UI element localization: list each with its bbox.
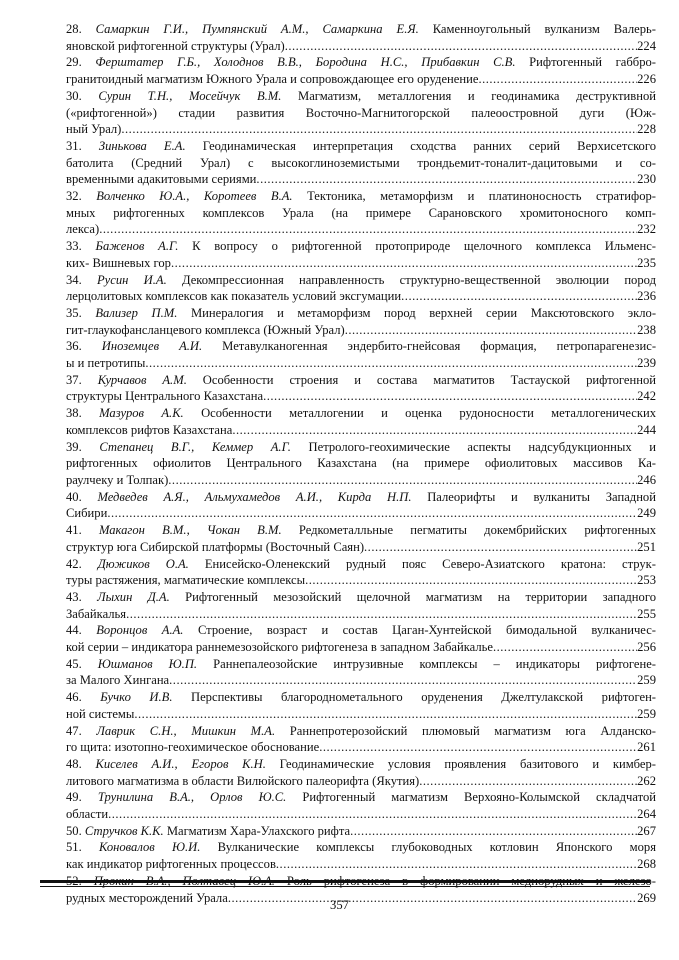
entry-authors: Вализер П.М. — [95, 305, 178, 320]
entry-number: 52. — [66, 873, 82, 888]
entry-title-text: Рифтогенный габбро- — [529, 55, 656, 70]
entry-title-text: лекса) — [66, 222, 100, 237]
entry-page-number: 239 — [637, 356, 656, 371]
dot-leader — [319, 739, 637, 756]
toc-entry-line — [66, 689, 656, 706]
entry-title-text: Строение, возраст и состав Цаган-Хунтейской бимодальной вулканичес- — [197, 623, 656, 638]
page-number: 357 — [330, 898, 349, 912]
entry-authors: Лыхин Д.А. — [97, 589, 170, 604]
dot-leader — [401, 288, 637, 305]
entry-page-number: 224 — [637, 38, 656, 53]
toc-entry-line — [66, 338, 656, 355]
dot-leader — [169, 672, 637, 689]
entry-authors: Иноземцев А.И. — [101, 339, 203, 354]
entry-page-number: 253 — [637, 573, 656, 588]
entry-authors: Медведев А.Я., Альмухамедов А.И., Кирда Н.П. — [97, 489, 412, 504]
entry-title-text: структуры Центрального Казахстана — [66, 389, 264, 404]
entry-page-number: 236 — [637, 289, 656, 304]
entry-title-text: ких- Вишневых гор — [66, 255, 171, 270]
entry-title-text: яновской рифтогенной структуры (Урал) — [66, 38, 285, 53]
entry-page-number: 269 — [637, 890, 656, 905]
toc-entry-line — [66, 155, 656, 172]
entry-title-text: Магматизм Хара-Улахского рифта — [166, 823, 351, 838]
entry-number: 29. — [66, 55, 82, 70]
entry-title-text: ный Урал) — [66, 122, 122, 137]
dot-leader — [478, 71, 637, 88]
dot-leader — [305, 572, 637, 589]
toc-entry-line — [66, 221, 656, 238]
toc-entry-line — [66, 355, 656, 372]
entry-title-text: лерцолитовых комплексов как показатель условий эксгумации — [66, 289, 402, 304]
toc-entry — [66, 522, 656, 555]
footer-rule-thick — [40, 880, 650, 883]
entry-title-text: Вулканические комплексы глубоководных котловин Японского моря — [217, 840, 656, 855]
entry-title-text: рифтогенных офиолитов Центрального Казахстана (на примере офиолитовых массивов Ка- — [66, 456, 656, 471]
dot-leader — [145, 355, 637, 372]
entry-title-text: структур юга Сибирской платформы (Восточный Саян) — [66, 539, 365, 554]
entry-authors: Стручков К.К. — [84, 823, 164, 838]
toc-entry-line — [66, 739, 656, 756]
entry-title-text: за Малого Хингана — [66, 673, 170, 688]
toc-entry-line — [66, 439, 656, 456]
entry-title-text: Особенности металлогении и оценка рудоносности металлогенических — [201, 406, 656, 421]
entry-page-number: 232 — [637, 222, 656, 237]
entry-title-text: Особенности строения и состава магматитов Тастауской рифтогенной — [202, 372, 656, 387]
toc-entry — [66, 656, 656, 689]
toc-entry-line — [66, 322, 656, 339]
entry-title-text: рудных месторождений Урала — [66, 890, 228, 905]
toc-entry — [66, 338, 656, 371]
entry-page-number: 238 — [637, 322, 656, 337]
toc-entry-line — [66, 272, 656, 289]
toc-entry — [66, 188, 656, 238]
entry-authors: Воронцов А.А. — [96, 623, 184, 638]
entry-title-text: Геодинамические условия проявления базитового и кимбер- — [279, 756, 656, 771]
toc-entry-line — [66, 556, 656, 573]
entry-page-number: 262 — [637, 773, 656, 788]
toc-entry-line — [66, 71, 656, 88]
entry-authors: Киселев А.И., Егоров К.Н. — [95, 756, 266, 771]
dot-leader — [134, 706, 637, 723]
entry-page-number: 249 — [637, 506, 656, 521]
toc-entry-line — [66, 372, 656, 389]
entry-authors: Самаркин Г.И., Пумпянский А.М., Самаркина Е.Я. — [95, 22, 419, 36]
entry-authors: Дюжиков О.А. — [97, 556, 189, 571]
toc-entry — [66, 556, 656, 589]
dot-leader — [121, 121, 637, 138]
entry-page-number: 267 — [637, 823, 656, 838]
entry-title-text: ной системы — [66, 706, 135, 721]
toc-entry-line — [66, 238, 656, 255]
entry-number: 51. — [66, 840, 82, 855]
toc-entry — [66, 54, 656, 87]
entry-number: 45. — [66, 656, 82, 671]
toc-entry-line — [66, 773, 656, 790]
dot-leader — [350, 823, 637, 840]
toc-entry-line — [66, 255, 656, 272]
toc-entry — [66, 789, 656, 822]
entry-authors: Прокин В.А., Полтавец Ю.А. — [93, 873, 275, 888]
entry-title-text: Геодинамическая интерпретация сходства ранних серий Верхисетского — [202, 138, 656, 153]
entry-number: 39. — [66, 439, 82, 454]
entry-title-text: Раннепалеозойские интрузивные комплексы – индикаторы рифтогене- — [213, 656, 656, 671]
entry-title-text: Минералогия и метаморфизм пород верхней серии Максютовского эклo- — [190, 305, 656, 320]
entry-title-text: Раннепротерозойский плюмовый магматизм юга Алданско- — [289, 723, 656, 738]
toc-entry — [66, 238, 656, 271]
entry-title-text: Палеорифты и вулканиты Западной — [427, 489, 656, 504]
toc-entry — [66, 823, 656, 840]
entry-page-number: 230 — [637, 172, 656, 187]
table-of-contents — [66, 21, 656, 906]
entry-page-number: 259 — [637, 706, 656, 721]
toc-entry — [66, 372, 656, 405]
entry-title-text: как индикатор рифтогенных процессов — [66, 857, 276, 872]
entry-authors: Сурин Т.Н., Мосейчук В.М. — [98, 88, 282, 103]
entry-number: 44. — [66, 623, 82, 638]
entry-authors: Зинькова Е.А. — [98, 138, 186, 153]
entry-title-text: Каменноугольный вулканизм Валерь- — [432, 22, 656, 36]
entry-title-text: кой серии – индикатора раннемезозойского рифтогенеза в западном Забайкалье — [66, 640, 493, 655]
entry-page-number: 268 — [637, 857, 656, 872]
entry-number: 41. — [66, 523, 82, 538]
entry-title-text: батолита (Средний Урал) с высокоглиноземистыми трондьемит-тоналит-дацитовыми и со- — [66, 155, 656, 170]
entry-title-text: литового магматизма в области Вилюйского палеорифта (Якутия) — [66, 773, 420, 788]
dot-leader — [99, 221, 637, 238]
entry-page-number: 264 — [637, 807, 656, 822]
toc-entry-line — [66, 205, 656, 222]
entry-page-number: 244 — [637, 422, 656, 437]
toc-entry — [66, 21, 656, 54]
toc-entry-line — [66, 706, 656, 723]
toc-entry-line — [66, 121, 656, 138]
toc-entry-line — [66, 806, 656, 823]
entry-title-text: Рифтогенный магматизм Верхояно-Колымской складчатой — [302, 790, 656, 805]
toc-entry-line — [66, 422, 656, 439]
entry-number: 42. — [66, 556, 82, 571]
entry-authors: Юшманов Ю.П. — [97, 656, 198, 671]
toc-entry-line — [66, 723, 656, 740]
toc-entry-line — [66, 656, 656, 673]
entry-title-text: ы и петротипы — [66, 356, 146, 371]
entry-title-text: Рифтогенный мезозойский щелочной магматизм на территории западного — [185, 589, 656, 604]
toc-entry — [66, 439, 656, 489]
footer-rule-thin — [40, 886, 650, 887]
entry-page-number: 256 — [637, 640, 656, 655]
entry-authors: Степанец В.Г., Кеммер А.Г. — [99, 439, 291, 454]
toc-entry-line — [66, 539, 656, 556]
toc-entry-line — [66, 288, 656, 305]
entry-number: 46. — [66, 690, 82, 705]
entry-page-number: 242 — [637, 389, 656, 404]
toc-entry — [66, 689, 656, 722]
toc-entry — [66, 622, 656, 655]
toc-entry-line — [66, 138, 656, 155]
entry-title-text: Петролого-геохимические аспекты надсубдукционных и — [308, 439, 656, 454]
dot-leader — [493, 639, 637, 656]
entry-number: 40. — [66, 489, 82, 504]
entry-title-text: Тектоника, метаморфизм и платиноносность стратифор- — [307, 189, 656, 204]
entry-number: 43. — [66, 589, 82, 604]
toc-entry-line — [66, 672, 656, 689]
toc-entry-line — [66, 54, 656, 71]
entry-title-text: («рифтогенной») стадии развития Восточно-Магнитогорской палеоостровной дуги (Юж- — [66, 105, 656, 120]
dot-leader — [232, 422, 637, 439]
entry-title-text: го щита: изотопно-геохимическое обоснование — [66, 740, 320, 755]
toc-entry-line — [66, 188, 656, 205]
entry-number: 36. — [66, 339, 82, 354]
toc-entry — [66, 405, 656, 438]
toc-entry-line — [66, 856, 656, 873]
toc-entry-line — [66, 455, 656, 472]
entry-number: 38. — [66, 406, 82, 421]
entry-title-text: области — [66, 807, 109, 822]
entry-page-number: 226 — [637, 72, 656, 87]
toc-entry-line — [66, 622, 656, 639]
toc-entry-line — [66, 171, 656, 188]
entry-title-text: Метавулканогенная эндербито-гнейсовая формация, петропарагенезис- — [222, 339, 656, 354]
toc-entry-line — [66, 606, 656, 623]
dot-leader — [285, 38, 637, 55]
toc-entry-line — [66, 472, 656, 489]
entry-authors: Макагон В.М., Чокан В.М. — [98, 523, 282, 538]
toc-entry-line — [66, 505, 656, 522]
entry-authors: Русин И.А. — [96, 272, 167, 287]
entry-number: 49. — [66, 790, 82, 805]
entry-number: 33. — [66, 239, 82, 254]
dot-leader — [171, 255, 637, 272]
entry-title-text: раулчеку и Толпак) — [66, 472, 169, 487]
toc-entry-line — [66, 405, 656, 422]
toc-entry-line — [66, 839, 656, 856]
entry-number: 32. — [66, 189, 82, 204]
toc-entry — [66, 589, 656, 622]
entry-number: 48. — [66, 756, 82, 771]
toc-entry-line — [66, 38, 656, 55]
entry-authors: Баженов А.Г. — [95, 239, 179, 254]
entry-number: 31. — [66, 138, 82, 153]
entry-title-text: мных рифтогенных комплексов Урала (на примере Сарановского хромитоносного комп- — [66, 205, 656, 220]
entry-title-text: туры растяжения, магматические комплексы — [66, 573, 306, 588]
entry-title-text: Енисейско-Оленекский рудный пояс Северо-Азиатского кратона: струк- — [204, 556, 656, 571]
toc-entry-line — [66, 88, 656, 105]
entry-page-number: 228 — [637, 122, 656, 137]
toc-entry-line — [66, 589, 656, 606]
toc-entry — [66, 138, 656, 188]
toc-entry-line — [66, 305, 656, 322]
entry-number: 35. — [66, 305, 82, 320]
toc-entry-line — [66, 489, 656, 506]
toc-entry-line — [66, 21, 656, 38]
entry-number: 30. — [66, 88, 82, 103]
dot-leader — [263, 388, 637, 405]
entry-page-number: 261 — [637, 740, 656, 755]
entry-number: 37. — [66, 372, 82, 387]
toc-entry — [66, 489, 656, 522]
entry-authors: Коновалов Ю.И. — [98, 840, 201, 855]
toc-entry-line — [66, 823, 656, 840]
entry-authors: Трунилина В.А., Орлов Ю.С. — [97, 790, 287, 805]
dot-leader — [108, 806, 637, 823]
entry-number: 47. — [66, 723, 82, 738]
entry-page-number: 246 — [637, 472, 656, 487]
entry-number: 28. — [66, 22, 82, 36]
dot-leader — [256, 171, 637, 188]
entry-page-number: 251 — [637, 539, 656, 554]
toc-entry-line — [66, 105, 656, 122]
entry-title-text: Сибири — [66, 506, 108, 521]
dot-leader — [168, 472, 637, 489]
dot-leader — [276, 856, 637, 873]
entry-number: 34. — [66, 272, 82, 287]
entry-authors: Мазуров А.К. — [99, 406, 184, 421]
dot-leader — [126, 606, 637, 623]
entry-page-number: 259 — [637, 673, 656, 688]
entry-title-text: комплексов рифтов Казахстана — [66, 422, 233, 437]
entry-title-text: Перспективы благороднометального оруденения Джелтулакской рифтоген- — [191, 690, 656, 705]
toc-entry — [66, 756, 656, 789]
entry-title-text: К вопросу о рифтогенной протоприроде щелочного комплекса Ильменс- — [192, 239, 656, 254]
toc-entry-line — [66, 639, 656, 656]
toc-entry — [66, 839, 656, 872]
toc-entry-line — [66, 522, 656, 539]
dot-leader — [107, 505, 637, 522]
toc-entry-line — [66, 572, 656, 589]
toc-entry — [66, 88, 656, 138]
toc-entry — [66, 305, 656, 338]
entry-title-text: Забайкалья — [66, 606, 127, 621]
toc-entry — [66, 272, 656, 305]
entry-title-text: Магматизм, металлогения и геодинамика деструктивной — [298, 88, 656, 103]
dot-leader — [419, 773, 637, 790]
entry-page-number: 235 — [637, 255, 656, 270]
entry-title-text: гранитоидный магматизм Южного Урала и сопровождающее его оруденение — [66, 72, 479, 87]
entry-title-text: Редкометалльные пегматиты докембрийских рифтогенных — [298, 523, 656, 538]
entry-authors: Курчавов А.М. — [97, 372, 187, 387]
entry-authors: Волченко Ю.А., Коротеев В.А. — [96, 189, 293, 204]
entry-authors: Лаврик С.Н., Мишкин М.А. — [96, 723, 276, 738]
entry-number: 50. — [66, 823, 82, 838]
entry-title-text: Роль рифтогенеза в формировании меднорудных и железо- — [286, 873, 656, 888]
entry-page-number: 255 — [637, 606, 656, 621]
entry-title-text: гит-глаукофансланцевого комплекса (Южный Урал) — [66, 322, 345, 337]
toc-entry-line — [66, 756, 656, 773]
dot-leader — [345, 322, 637, 339]
toc-entry — [66, 723, 656, 756]
entry-authors: Ферштатер Г.Б., Холоднов В.В., Бородина Н.С., Прибавкин С.В. — [95, 55, 516, 70]
entry-title-text: временными адакитовыми сериями — [66, 172, 257, 187]
dot-leader — [364, 539, 637, 556]
entry-title-text: Декомпрессионная направленность структурно-вещественной эволюции пород — [181, 272, 656, 287]
entry-authors: Бучко И.В. — [100, 690, 173, 705]
toc-entry-line — [66, 789, 656, 806]
toc-entry-line — [66, 388, 656, 405]
